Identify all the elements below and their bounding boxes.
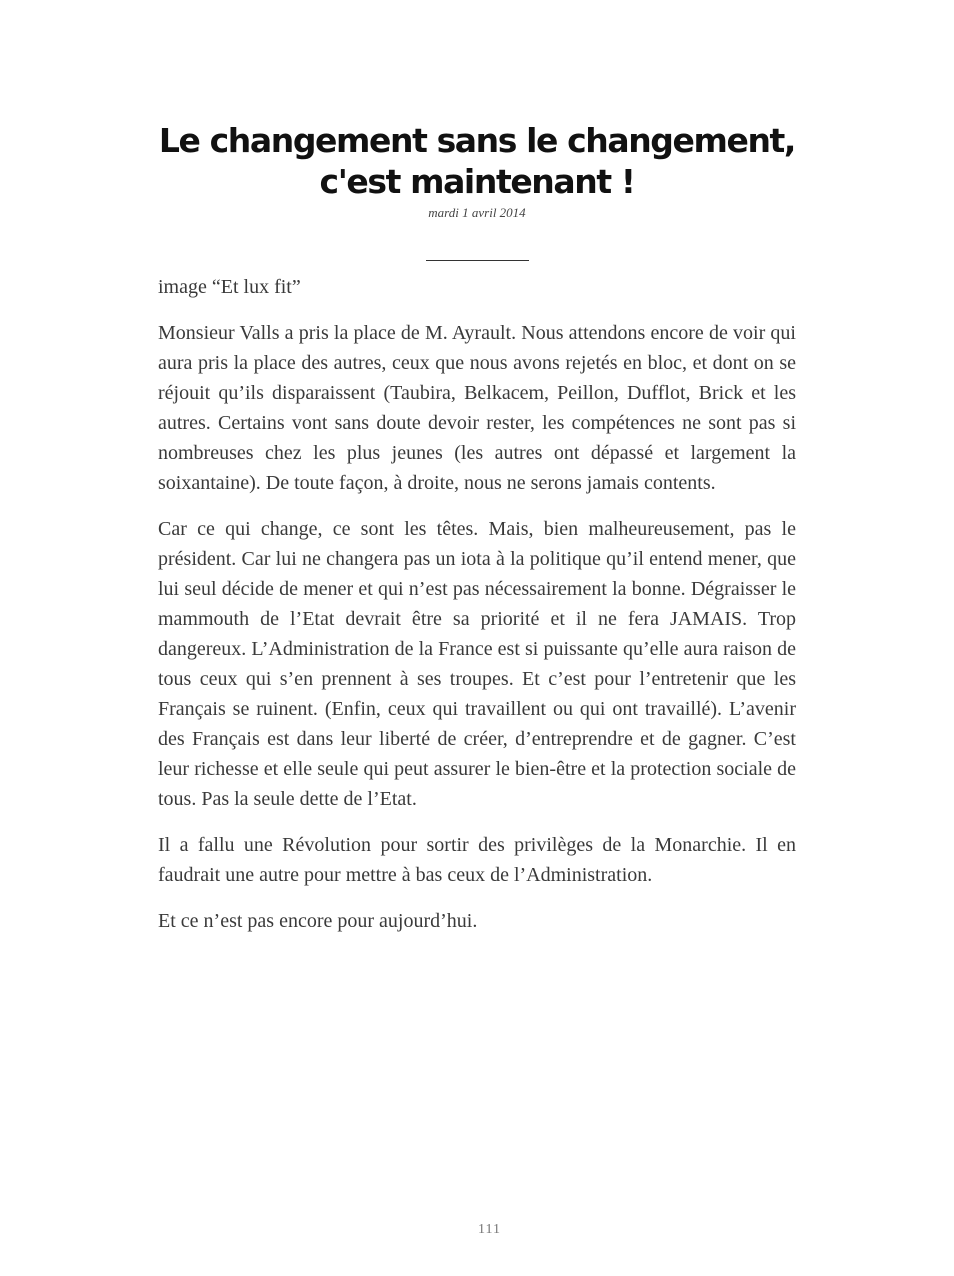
paragraph-4: Et ce n’est pas encore pour aujourd’hui. [158,910,478,932]
article-date: mardi 1 avril 2014 [428,205,526,220]
page-number: 111 [478,1222,501,1237]
paragraph-2: Car ce qui change, ce sont les têtes. Mais, bien malheureusement, pas le président. Car lui ne changera pas un iota à la politique qu’il entend mener, que lui seul décide de mener et qui n’est pas nécessairement la bonne. Dégraisser le mammouth de l’Etat devrait être sa priorité et il ne fera JAMAIS. Trop dangereux. L’Administration de la France est si puissante qu’elle aura raison de tous ceux qui s’en prennent à ses troupes. Et c’est pour l’entretenir que les Français se ruinent. (Enfin, ceux qui travaillent ou qui ont travaillé). L’avenir des Français est dans leur liberté de créer, d’entreprendre et de gagner. C’est leur richesse et elle seule qui peut assurer le bien-être et la protection sociale de tous. Pas la seule dette de l’Etat. [158,518,796,810]
article-title-line-1: Le changement sans le changement, [158,121,796,160]
title-separator [426,260,529,261]
image-caption: image “Et lux fit” [158,276,301,298]
title-block [150,120,804,221]
paragraph-1: Monsieur Valls a pris la place de M. Ayrault. Nous attendons encore de voir qui aura pris la place des autres, ceux que nous avons rejetés en bloc, et dont on se réjouit qu’ils disparaissent (Taubira, Belkacem, Peillon, Dufflot, Brick et les autres. Certains vont sans doute devoir rester, les compétences ne sont pas si nombreuses chez les plus jeunes (les autres ont dépassé et largement la soixantaine). De toute façon, à droite, nous ne serons jamais contents. [158,322,796,494]
paragraph-3: Il a fallu une Révolution pour sortir des privilèges de la Monarchie. Il en faudrait une autre pour mettre à bas ceux de l’Administration. [158,834,796,886]
article-body [158,272,796,952]
article-title-line-2: c'est maintenant ! [319,162,635,201]
